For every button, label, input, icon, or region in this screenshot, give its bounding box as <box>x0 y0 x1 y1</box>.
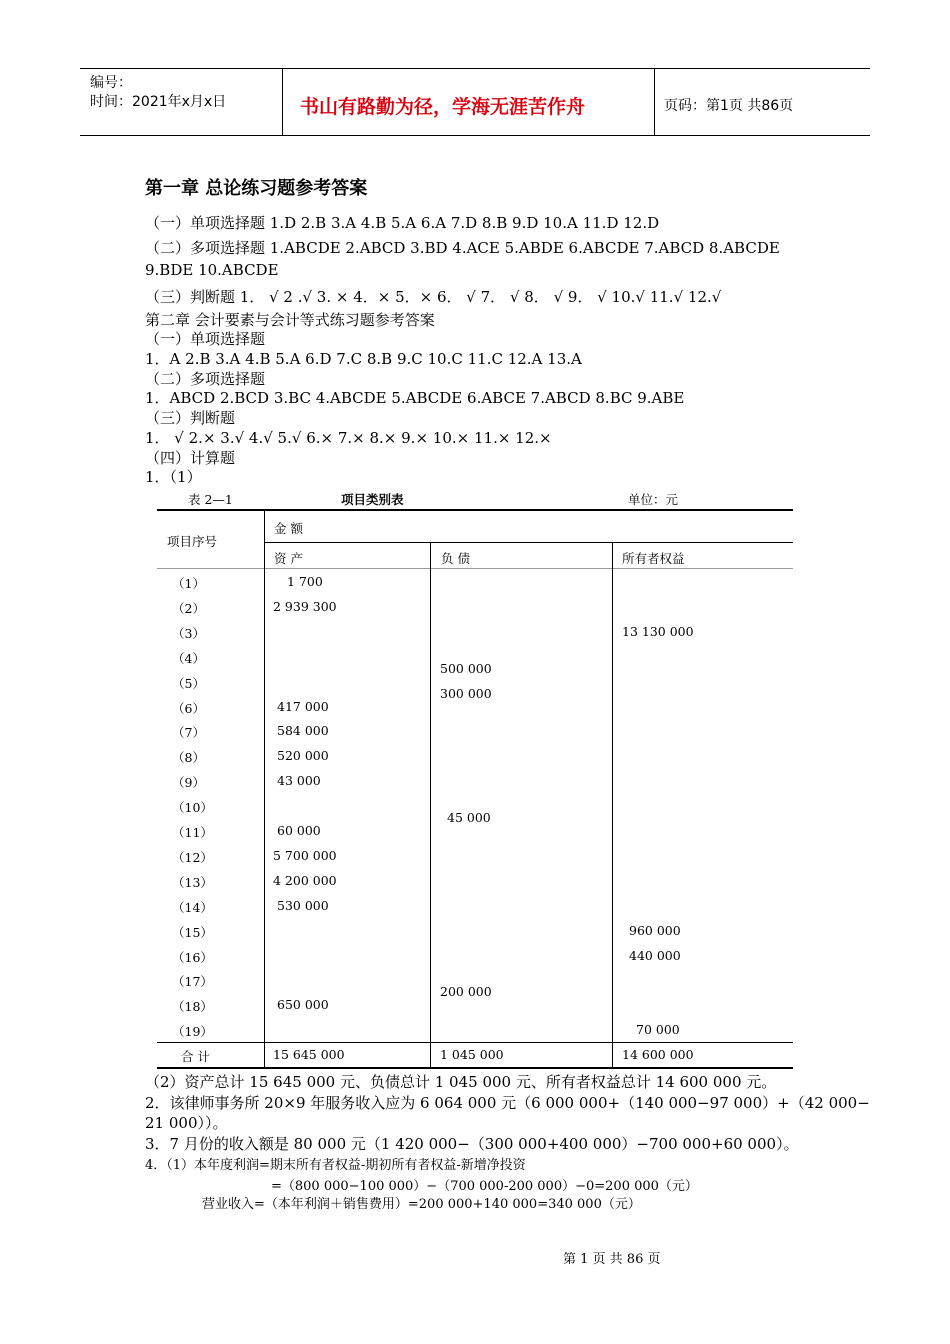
table-top-rule <box>157 509 793 511</box>
answer-4-calc: =（800 000−100 000）−（700 000-200 000）−0=200 000（元） <box>271 1179 698 1194</box>
header-bottom-rule <box>80 135 870 136</box>
table-col-divider <box>612 542 613 1068</box>
col-equity-header: 所有者权益 <box>622 551 685 566</box>
table-row-number: （14） <box>172 899 213 915</box>
table-cell-asset: 5 700 000 <box>273 847 337 863</box>
col-liability-header: 负 债 <box>441 551 470 566</box>
chapter2-judge-label: （三）判断题 <box>145 409 236 427</box>
table-cell-equity: 440 000 <box>629 947 681 963</box>
table-cell-asset: 417 000 <box>277 698 329 714</box>
chapter2-single-label: （一）单项选择题 <box>145 330 266 348</box>
chapter2-calc-label: （四）计算题 <box>145 449 236 467</box>
table-title: 项目类别表 <box>341 492 404 507</box>
table-cell-equity: 960 000 <box>629 922 681 938</box>
chapter2-judge-answers: 1． √ 2.× 3.√ 4.√ 5.√ 6.× 7.× 8.× 9.× 10.× 11.× 12.× <box>145 429 552 447</box>
table-cell-equity: 13 130 000 <box>622 623 694 639</box>
chapter2-multi-answers: 1．ABCD 2.BCD 3.BC 4.ABCDE 5.ABCDE 6.ABCE 7.ABCD 8.BC 9.ABE <box>145 389 685 407</box>
answer-4: 4．（1）本年度利润=期末所有者权益-期初所有者权益-新增净投资 <box>145 1158 526 1173</box>
table-row-number: （12） <box>172 849 213 865</box>
table-row-number: （19） <box>172 1024 213 1040</box>
header-page-info: 页码：第1页 共86页 <box>664 98 794 114</box>
table-row-number: （11） <box>172 825 213 840</box>
total-label: 合 计 <box>181 1049 210 1064</box>
chapter1-judgement: （三）判断题 1． √ 2 .√ 3. × 4．× 5．× 6． √ 7． √ 8． √ 9． √ 10.√ 11.√ 12.√ <box>145 288 722 306</box>
table-header-divider <box>264 542 793 543</box>
header-top-rule <box>80 68 870 69</box>
page-footer: 第 1 页 共 86 页 <box>563 1252 661 1267</box>
table-unit: 单位：元 <box>628 492 679 507</box>
answer-2-cont: 21 000））。 <box>145 1114 228 1132</box>
table-number: 表 2—1 <box>188 492 233 507</box>
table-row-number: （4） <box>172 650 205 666</box>
chapter1-multi-choice-cont: 9.BDE 10.ABCDE <box>145 261 279 279</box>
table-cell-equity: 70 000 <box>636 1022 680 1038</box>
chapter1-multi-choice: （二）多项选择题 1.ABCDE 2.ABCD 3.BD 4.ACE 5.ABDE 6.ABCDE 7.ABCD 8.ABCDE <box>145 239 780 257</box>
chapter2-calc-item: 1．（1） <box>145 468 202 486</box>
table-bottom-rule <box>157 1067 793 1069</box>
chapter2-multi-label: （二）多项选择题 <box>145 370 266 388</box>
table-cell-liability: 200 000 <box>440 984 492 1000</box>
table-cell-liability: 300 000 <box>440 685 492 701</box>
header-motto: 书山有路勤为径，学海无涯苦作舟 <box>300 96 586 118</box>
table-row-number: （10） <box>172 800 213 816</box>
table-row-number: （6） <box>172 700 205 716</box>
table-row-number: （13） <box>172 874 213 890</box>
table-row-number: （9） <box>172 775 205 791</box>
table-row-number: （7） <box>172 725 205 741</box>
table-header-rule <box>157 568 793 569</box>
table-cell-asset: 2 939 300 <box>273 598 337 614</box>
table-row-number: （5） <box>172 675 205 691</box>
table-row-number: （18） <box>172 999 213 1015</box>
table-cell-asset: 43 000 <box>277 773 321 789</box>
summary-line: （2）资产总计 15 645 000 元、负债总计 1 045 000 元、所有者权益总计 14 600 000 元。 <box>145 1073 777 1091</box>
table-cell-asset: 60 000 <box>277 823 321 838</box>
table-row-number: （16） <box>172 949 213 965</box>
table-col-divider <box>264 510 265 1068</box>
table-cell-asset: 520 000 <box>277 748 329 764</box>
answer-4-revenue: 营业收入=（本年利润＋销售费用）=200 000+140 000=340 000（元） <box>202 1197 641 1212</box>
table-row-number: （1） <box>172 576 205 591</box>
table-row-number: （3） <box>172 625 205 641</box>
table-cell-asset: 1 700 <box>287 574 323 589</box>
header-divider <box>654 68 655 136</box>
chapter1-title: 第一章 总论练习题参考答案 <box>145 178 368 199</box>
table-row-number: （17） <box>172 974 213 990</box>
header-number-label: 编号： <box>90 75 132 91</box>
table-row-number: （8） <box>172 750 205 766</box>
answer-3: 3．7 月份的收入额是 80 000 元（1 420 000−（300 000+400 000）−700 000+60 000）。 <box>145 1135 799 1153</box>
chapter2-title: 第二章 会计要素与会计等式练习题参考答案 <box>145 311 435 329</box>
table-row-number: （2） <box>172 600 205 616</box>
total-equity: 14 600 000 <box>622 1047 694 1062</box>
header-time-label: 时间：2021年x月x日 <box>90 94 227 110</box>
table-cell-liability: 45 000 <box>447 810 491 826</box>
table-cell-asset: 4 200 000 <box>273 872 337 888</box>
header-divider <box>282 68 283 136</box>
chapter1-single-choice: （一）单项选择题 1.D 2.B 3.A 4.B 5.A 6.A 7.D 8.B 9.D 10.A 11.D 12.D <box>145 214 660 232</box>
table-col-divider <box>430 542 431 1068</box>
table-cell-asset: 530 000 <box>277 897 329 913</box>
total-liability: 1 045 000 <box>440 1047 504 1062</box>
table-total-rule <box>157 1042 793 1043</box>
table-cell-liability: 500 000 <box>440 660 492 676</box>
total-asset: 15 645 000 <box>273 1047 345 1062</box>
col-item-header: 项目序号 <box>167 534 218 549</box>
col-amount-header: 金 额 <box>274 521 303 536</box>
chapter2-single-answers: 1．A 2.B 3.A 4.B 5.A 6.D 7.C 8.B 9.C 10.C 11.C 12.A 13.A <box>145 350 582 368</box>
table-row-number: （15） <box>172 924 213 940</box>
table-cell-asset: 650 000 <box>277 997 329 1013</box>
col-asset-header: 资 产 <box>274 551 303 566</box>
answer-2: 2．该律师事务所 20×9 年服务收入应为 6 064 000 元（6 000 000+（140 000−97 000）+（42 000− <box>145 1094 870 1112</box>
table-cell-asset: 584 000 <box>277 723 329 739</box>
